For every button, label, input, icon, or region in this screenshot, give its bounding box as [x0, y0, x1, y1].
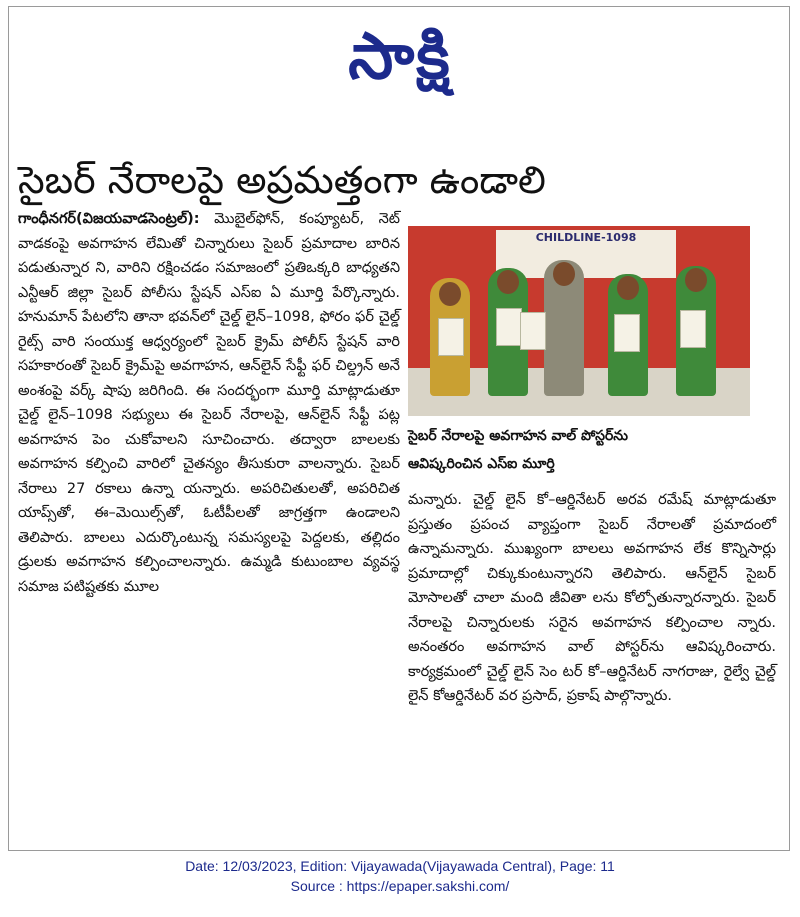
article-body-left	[18, 207, 400, 599]
dateline: గాంధీనగర్(విజయవాడసెంట్రల్):	[18, 211, 200, 227]
photo-banner-text: CHILDLINE-1098	[535, 231, 637, 244]
clipping-footer	[0, 856, 800, 896]
photo-person-head	[617, 276, 639, 300]
article-text-right: మన్నారు. చైల్డ్ లైన్ కో–ఆర్డినేటర్ అరవ రమేష్ మాట్లాడుతూ ప్రస్తుతం ప్రపంచ వ్యాప్తంగా సైబర్ నేరాలతో ప్రమాదంలో ఉన్నామన్నారు. ముఖ్యంగా బాలలు అవగాహన లేక కొన్నిసార్లు ప్రమాదాల్లో చిక్కుకుంటున్నారని తెలిపారు. ఆన్‌లైన్ సైబర్ మోసాలతో చాలా మంది జీవితా లను కోల్పోతున్నారన్నారు. సైబర్ నేరాలపై చిన్నారులకు సరైన అవగాహన కల్పించాల న్నారు. అనంతరం అవగాహన వాల్ పోస్టర్‌ను ఆవిష్కరించారు. కార్యక్రమంలో చైల్డ్ లైన్ సెం టర్ కో–ఆర్డినేటర్ నాగరాజు, రైల్వే చైల్డ్ లైన్ కోఆర్డినేటర్ వర ప్రసాద్, ప్రకాష్ పాల్గొన్నారు.	[408, 492, 776, 704]
photo-caption-line-2: ఆవిష్కరించిన ఎస్ఐ మూర్తి	[408, 456, 555, 472]
photo-poster	[520, 312, 546, 350]
photo-poster	[680, 310, 706, 348]
newspaper-logo: సాక్షి	[348, 20, 452, 94]
photo-person-head	[553, 262, 575, 286]
article-text-left: మొబైల్‌ఫోన్, కంప్యూటర్, నెట్ వాడకంపై అవగాహన లేమితో చిన్నారులు సైబర్ ప్రమాదాల బారిన పడుతున్నార ని, వారిని రక్షించడం సమాజంలో ప్రతిఒక్కరి బాధ్యతని ఎన్టీఆర్ జిల్లా సైబర్ పోలీసు స్టేషన్ ఎస్ఐ ఏ మూర్తి పేర్కొన్నారు. హనుమాన్ పేటలోని తానా భవన్‌లో చైల్డ్ లైన్–1098, ఫోరం ఫర్ చైల్డ్ రైట్స్ వారి సంయుక్త ఆధ్వర్యంలో సైబర్ క్రైమ్ పోలీస్ స్టేషన్ వారి సహకారంతో సైబర్ క్రైమ్‌పై అవగాహన, ఆన్‌లైన్ సేఫ్టీ ఫర్ చిల్డ్రన్ అనే అంశంపై వర్క్ షాపు జరిగింది. ఈ సందర్భంగా మూర్తి మాట్లాడుతూ చైల్డ్ లైన్–1098 సభ్యులు ఈ సైబర్ నేరాలపై, ఆన్‌లైన్ సేఫ్టీ పట్ల అవగాహన పెం చుకోవాలని సూచించారు. తద్వారా బాలలకు అవగాహన కల్పించి వారిలో చైతన్యం తీసుకురా వాలన్నారు. సైబర్ నేరాలు 27 రకాలు ఉన్నా యన్నారు. అపరిచితులతో, అపరిచిత యాప్స్‌తో, ఈ–మెయిల్స్‌తో, ఓటీపీలతో జాగ్రత్తగా ఉండాలని తెలిపారు. బాలలు ఎదుర్కొంటున్న సమస్యలపై పెద్దలకు, తల్లిదం డ్రులకు అవగాహన కల్పించాలన్నారు. ఉమ్మడి కుటుంబాల వ్యవస్థ సమాజ పటిష్టతకు మూల	[18, 211, 401, 595]
article-column-left	[18, 207, 400, 599]
article-headline: సైబర్ నేరాలపై అప్రమత్తంగా ఉండాలి	[18, 158, 546, 202]
photo-person-head	[497, 270, 519, 294]
article-column-right	[408, 488, 776, 709]
photo-caption-line-1: సైబర్ నేరాలపై అవగాహన వాల్ పోస్టర్‌ను	[408, 428, 628, 444]
photo-banner	[496, 230, 676, 278]
photo-person-head	[439, 282, 461, 306]
footer-source-line: Source : https://epaper.sakshi.com/	[290, 878, 510, 894]
article-photo	[408, 226, 750, 416]
footer-edition-line: Date: 12/03/2023, Edition: Vijayawada(Vijayawada Central), Page: 11	[185, 858, 615, 874]
photo-caption	[408, 422, 778, 478]
photo-poster	[496, 308, 522, 346]
photo-person-head	[685, 268, 707, 292]
photo-poster	[438, 318, 464, 356]
photo-poster	[614, 314, 640, 352]
